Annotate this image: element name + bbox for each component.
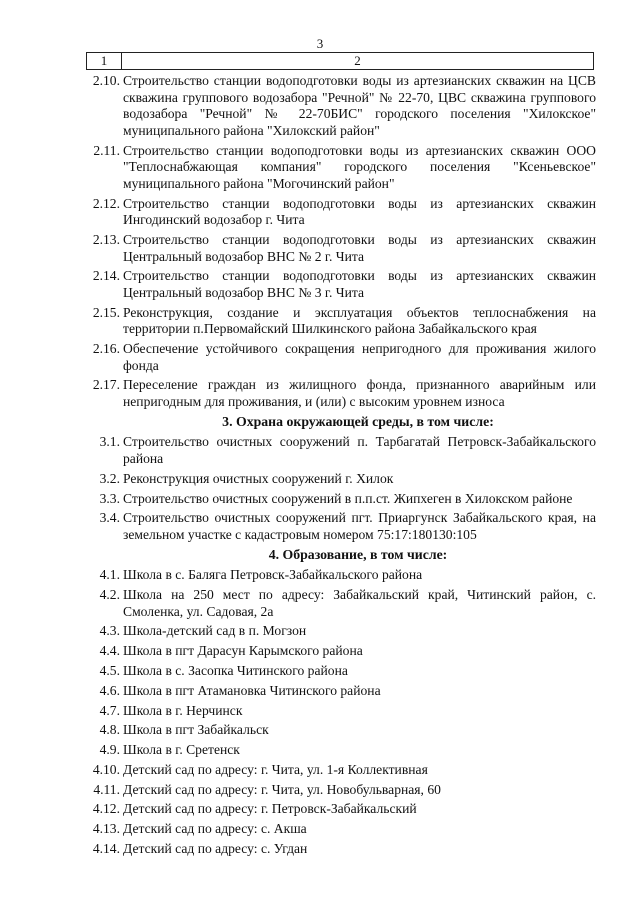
list-group-4 [84, 567, 596, 857]
column-header-2: 2 [122, 53, 594, 70]
item-text: Детский сад по адресу: г. Петровск-Забайкальский [123, 801, 417, 817]
list-item [84, 663, 596, 680]
column-header-1: 1 [87, 53, 122, 70]
list-item [84, 268, 596, 301]
item-number: 2.12. [92, 195, 120, 211]
page-number: 3 [316, 36, 324, 51]
item-text: Переселение граждан из жилищного фонда, признанного аварийным или непригодным для проживания, и (или) с высоким уровнем износа [123, 377, 596, 409]
item-number: 2.10. [92, 73, 120, 88]
list-item [84, 782, 596, 799]
list-item [84, 434, 596, 467]
item-number: 2.16. [92, 341, 120, 357]
item-text: Школа в пгт Дарасун Карымского района [123, 643, 363, 659]
item-text: Детский сад по адресу: г. Чита, ул. 1-я Коллективная [123, 761, 428, 777]
item-number: 4.6. [99, 682, 120, 698]
item-text: Школа в г. Нерчинск [123, 702, 243, 718]
item-text: Школа-детский сад в п. Могзон [123, 623, 307, 639]
item-number: 4.1. [99, 567, 120, 583]
list-item [84, 683, 596, 700]
list-item [84, 471, 596, 488]
item-text: Детский сад по адресу: г. Чита, ул. Новобульварная, 60 [123, 781, 441, 797]
item-text: Школа в пгт Забайкальск [123, 722, 269, 738]
item-text: Строительство станции водоподготовки воды из артезианских скважин Ингодинский водозабор г. Чита [123, 195, 596, 228]
list-group-2 [84, 73, 596, 411]
item-number: 4.10. [92, 761, 120, 777]
list-item [84, 623, 596, 640]
item-number: 4.4. [99, 643, 120, 659]
item-text: Строительство очистных сооружений п. Тарбагатай Петровск-Забайкальского района [123, 434, 596, 466]
item-text: Детский сад по адресу: с. Акша [123, 821, 307, 837]
item-text: Строительство станции водоподготовки воды из артезианских скважин Центральный водозабор ВНС № 2 г. Чита [123, 231, 596, 264]
item-number: 4.12. [92, 801, 120, 817]
list-item [84, 762, 596, 779]
document-body [84, 73, 596, 861]
item-number: 4.9. [99, 742, 120, 758]
item-number: 4.14. [92, 841, 120, 857]
list-item [84, 305, 596, 338]
section-heading-4: 4. Образование, в том числе: [268, 546, 448, 562]
item-text: Школа в г. Сретенск [123, 742, 240, 758]
list-item [84, 643, 596, 660]
column-header-table [86, 52, 594, 70]
item-number: 4.5. [99, 663, 120, 678]
item-text: Строительство станции водоподготовки воды из артезианских скважин ООО "Теплоснабжающая компания" городского поселения "Ксеньевское" муниципального района "Могочинский район" [123, 142, 596, 191]
item-number: 3.3. [99, 490, 120, 506]
list-item [84, 73, 596, 139]
list-item [84, 377, 596, 410]
list-item [84, 143, 596, 193]
list-item [84, 841, 596, 858]
item-number: 3.4. [99, 510, 120, 526]
item-number: 4.7. [99, 702, 120, 718]
item-text: Строительство станции водоподготовки воды из артезианских скважин на ЦСВ скважина группового водозабора "Речной" № 22-70, ЦВС скважина группового водозабора "Речной" № 22-70БИС" городского поселения "Хилокское" муниципального района "Хилокский район" [123, 73, 596, 138]
list-item [84, 742, 596, 759]
item-number: 4.2. [99, 587, 120, 603]
list-group-3 [84, 434, 596, 543]
item-number: 4.3. [99, 623, 120, 639]
item-text: Строительство очистных сооружений пгт. Приаргунск Забайкальского края, на земельном участке с кадастровым номером 75:17:180130:105 [123, 510, 596, 542]
list-item [84, 196, 596, 229]
item-text: Школа в с. Баляга Петровск-Забайкальского района [123, 567, 423, 583]
item-text: Строительство станции водоподготовки воды из артезианских скважин Центральный водозабор ВНС № 3 г. Чита [123, 268, 596, 300]
item-number: 4.13. [92, 821, 120, 837]
item-number: 3.2. [99, 470, 120, 486]
item-number: 2.11. [93, 142, 120, 158]
item-number: 4.11. [93, 781, 120, 797]
item-number: 2.15. [92, 304, 120, 320]
item-number: 2.17. [92, 377, 120, 393]
item-text: Строительство очистных сооружений в п.п.ст. Жипхеген в Хилокском районе [123, 490, 573, 506]
item-number: 2.14. [92, 268, 120, 284]
list-item [84, 341, 596, 374]
list-item [84, 587, 596, 620]
item-number: 2.13. [92, 231, 120, 247]
list-item [84, 567, 596, 584]
item-text: Обеспечение устойчивого сокращения непригодного для проживания жилого фонда [123, 341, 596, 373]
list-item [84, 491, 596, 508]
item-text: Школа в с. Засопка Читинского района [123, 663, 348, 678]
list-item [84, 510, 596, 543]
list-item [84, 821, 596, 838]
section-heading-3: 3. Охрана окружающей среды, в том числе: [222, 413, 494, 429]
list-item [84, 232, 596, 265]
list-item [84, 703, 596, 720]
item-text: Реконструкция, создание и эксплуатация объектов теплоснабжения на территории п.Первомайский Шилкинского района Забайкальского края [123, 304, 596, 337]
list-item [84, 722, 596, 739]
item-text: Детский сад по адресу: с. Угдан [123, 841, 308, 857]
item-text: Школа в пгт Атамановка Читинского района [123, 682, 381, 698]
item-text: Реконструкция очистных сооружений г. Хилок [123, 470, 394, 486]
item-number: 3.1. [99, 434, 120, 450]
item-text: Школа на 250 мест по адресу: Забайкальский край, Читинский район, с. Смоленка, ул. Садовая, 2а [123, 587, 596, 619]
item-number: 4.8. [99, 722, 120, 738]
list-item [84, 801, 596, 818]
